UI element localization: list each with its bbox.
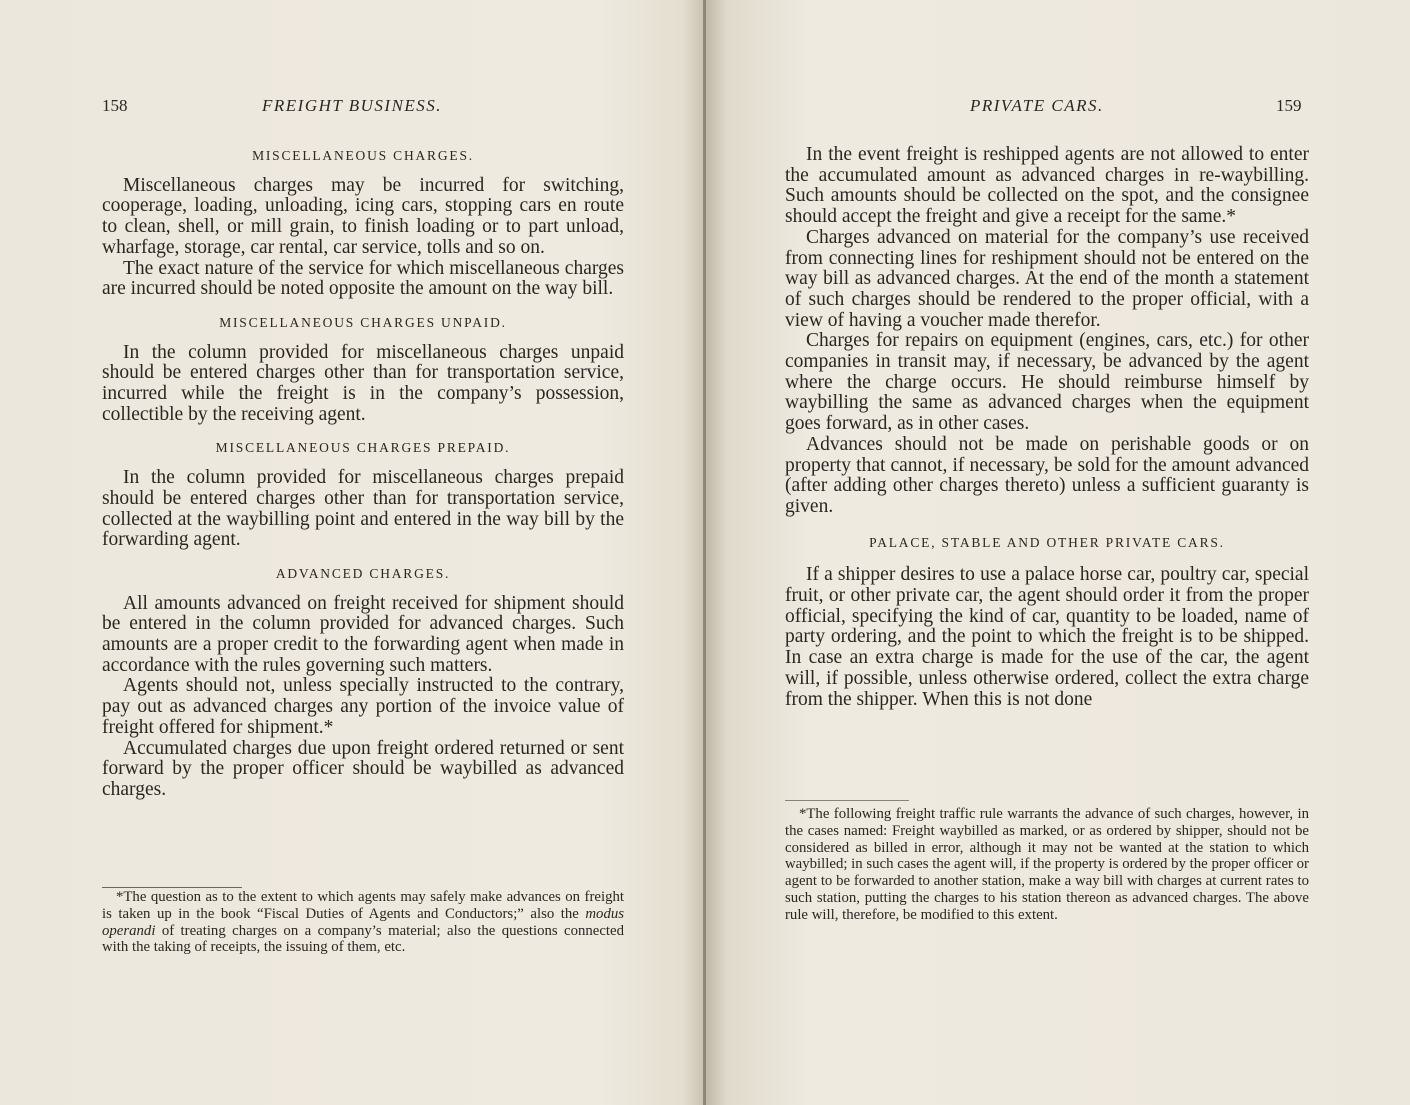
footnote-text: *The question as to the extent to which agents may safely make advances on freight is taken up in the book “Fiscal Duties of Agents and Conductors;” also the [102, 889, 624, 922]
right-page-number: 159 [1276, 96, 1302, 115]
right-running-head: PRIVATE CARS. [970, 96, 1104, 115]
left-running-head: FREIGHT BUSINESS. [262, 96, 443, 115]
paragraph: The exact nature of the service for which miscellaneous charges are incurred should be noted opposite the amount on the way bill. [102, 257, 624, 300]
paragraph: Miscellaneous charges may be incurred for switching, cooperage, loading, unloading, icing cars, stopping cars en route to clean, shell, or mill grain, to finish loading or to part unload, wharfage, storage, car rental, car service, tolls and so on. [102, 174, 624, 258]
left-page [0, 0, 704, 1105]
paragraph: Charges for repairs on equipment (engines, cars, etc.) for other companies in transit may, if necessary, be advanced by the agent where the charge occurs. He should reimburse himself by waybilling the same as advanced charges when the equipment goes forward, as in other cases. [785, 330, 1309, 435]
paragraph: All amounts advanced on freight received for shipment should be entered in the column provided for advanced charges. Such amounts are a proper credit to the forwarding agent when made in accordance with the rules governing such matters. [102, 592, 624, 676]
right-footnote [785, 806, 1309, 924]
paragraph: Agents should not, unless specially instructed to the contrary, pay out as advanced charges any portion of the invoice value of freight offered for shipment.* [102, 675, 624, 738]
left-body-text [102, 146, 624, 801]
section-heading: MISCELLANEOUS CHARGES PREPAID. [215, 440, 511, 456]
paragraph: In the event freight is reshipped agents are not allowed to enter the accumulated amount as advanced charges in re-waybilling. Such amounts should be collected on the spot, and the consignee should accept the freight and give a receipt for the same.* [785, 144, 1309, 228]
footnote-text: *The following freight traffic rule warrants the advance of such charges, however, in the cases named: Freight waybilled as marked, or as ordered by shipper, should not be considered as billed in error, although it may not be wanted at the station to which waybilled; in such cases the agent will, if the property is ordered by the proper officer or agent to be forwarded to another station, make a way bill with charges at current rates to such station, putting the charges to his station thereon as advanced charges. The above rule will, therefore, be modified to this extent. [785, 806, 1309, 923]
footnote-italic: modus operandi [102, 905, 624, 939]
paragraph: Advances should not be made on perishable goods or on property that cannot, if necessary, be sold for the amount advanced (after adding other charges thereto) unless a sufficient guaranty is given. [785, 433, 1309, 517]
footnote-text: of treating charges on a company’s material; also the questions connected with the taking of receipts, the issuing of them, etc. [102, 922, 624, 956]
left-page-number: 158 [102, 96, 128, 115]
footnote-rule [785, 800, 909, 801]
right-page [706, 0, 1410, 1105]
paragraph: If a shipper desires to use a palace horse car, poultry car, special fruit, or other private car, the agent should order it from the proper official, specifying the kind of car, quantity to be loaded, name of party ordering, and the point to which the freight is to be shipped. In case an extra charge is made for the use of the car, the agent will, if possible, unless otherwise ordered, collect the extra charge from the shipper. When this is not done [785, 564, 1309, 710]
paragraph: Charges advanced on material for the company’s use received from connecting lines for reshipment should not be entered on the way bill as advanced charges. At the end of the month a statement of such charges should be rendered to the proper official, with a view of having a voucher made therefor. [785, 226, 1309, 331]
section-heading: PALACE, STABLE AND OTHER PRIVATE CARS. [869, 534, 1225, 550]
paragraph: Accumulated charges due upon freight ordered returned or sent forward by the proper officer should be waybilled as advanced charges. [102, 737, 624, 800]
section-heading: MISCELLANEOUS CHARGES. [252, 148, 474, 163]
paragraph: In the column provided for miscellaneous charges unpaid should be entered charges other than for transportation service, incurred while the freight is in the company’s possession, collectible by the receiving agent. [102, 341, 624, 425]
left-footnote [102, 889, 624, 956]
paragraph: In the column provided for miscellaneous charges prepaid should be entered charges other than for transportation service, collected at the waybilling point and entered in the way bill by the forwarding agent. [102, 467, 624, 551]
section-heading: MISCELLANEOUS CHARGES UNPAID. [219, 314, 507, 330]
section-heading: ADVANCED CHARGES. [275, 565, 451, 581]
footnote-rule [102, 887, 242, 888]
right-body-text [785, 145, 1309, 710]
